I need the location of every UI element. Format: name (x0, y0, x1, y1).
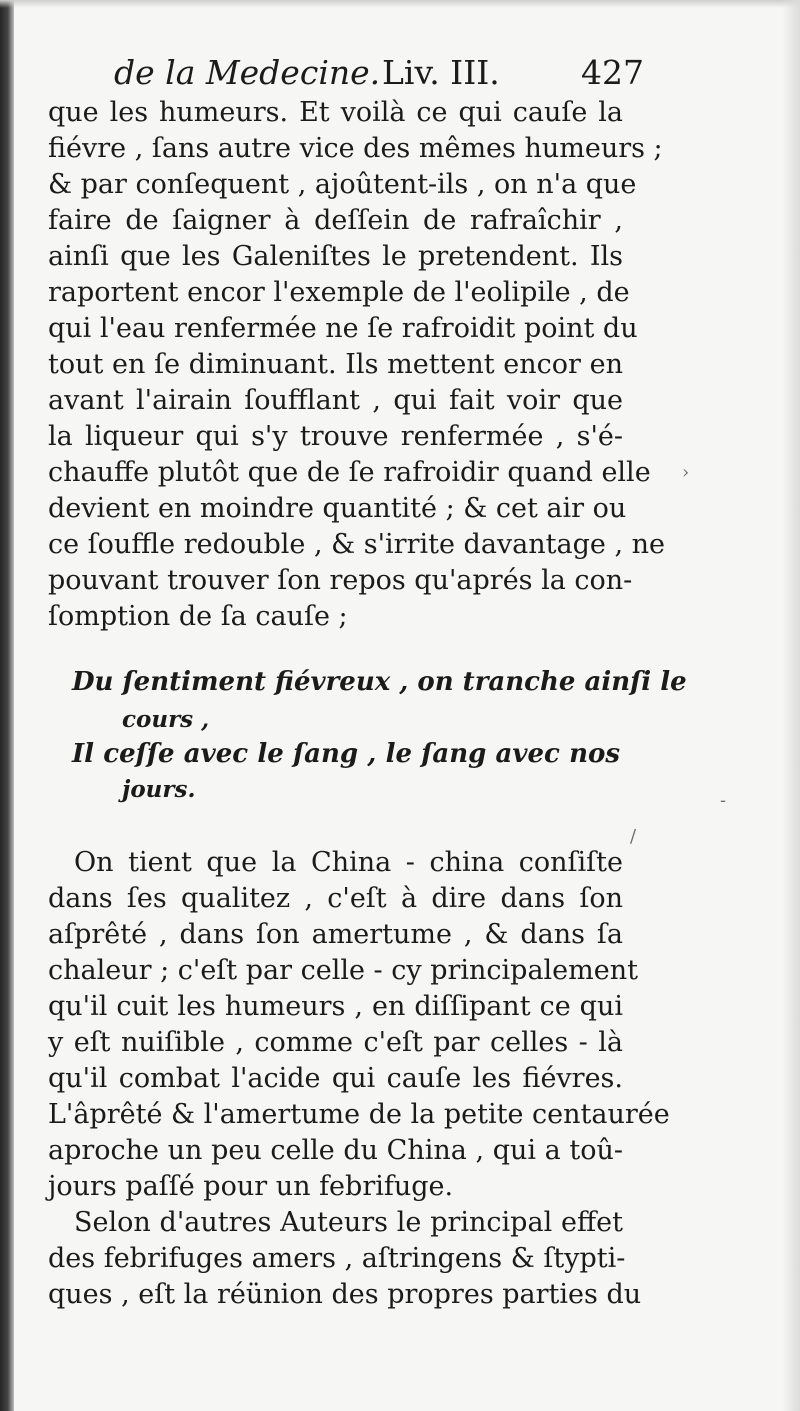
book-number: Liv. III. (382, 53, 500, 92)
text-line: On tient que la China - china conſiſte (74, 847, 623, 878)
running-title: de la Medecine. (114, 53, 381, 92)
page-header (114, 50, 644, 96)
text-line: qu'il combat l'acide qui cauſe les fiévres. (48, 1063, 623, 1094)
verse-line: cours , (122, 706, 210, 733)
text-line: jours paſſé pour un febrifuge. (48, 1171, 454, 1202)
text-line: qui l'eau renfermée ne ſe rafroidit point du (48, 313, 638, 344)
text-line: des febrifuges amers , aſtringens & ſtypti- (48, 1243, 626, 1274)
text-line: aproche un peu celle du China , qui a toû- (48, 1135, 623, 1166)
text-line: chaleur ; c'eſt par celle - cy principalement (48, 955, 638, 986)
text-line: Selon d'autres Auteurs le principal effet (74, 1207, 623, 1238)
text-line: que les humeurs. Et voilà ce qui cauſe la (48, 97, 623, 128)
margin-mark: / (630, 826, 637, 847)
text-line: & par conſequent , ajoûtent-ils , on n'a que (48, 169, 637, 200)
text-line: qu'il cuit les humeurs , en diſſipant ce qui (48, 991, 623, 1022)
text-line: dans ſes qualitez , c'eſt à dire dans ſon (48, 883, 623, 914)
scan-edge-top (0, 0, 800, 8)
text-line: L'âprêté & l'amertume de la petite centaurée (48, 1099, 670, 1130)
verse-line: jours. (122, 776, 196, 803)
text-line: ce ſouffle redouble , & s'irrite davantage , ne (48, 529, 665, 560)
scan-edge-right (782, 0, 800, 1411)
margin-mark: - (720, 790, 727, 811)
scan-edge-left (0, 0, 14, 1411)
text-line: y eſt nuiſible , comme c'eſt par celles - là (48, 1027, 623, 1058)
text-line: avant l'airain ſoufflant , qui fait voir que (48, 385, 623, 416)
text-line: faire de ſaigner à deſſein de rafraîchir , (48, 205, 623, 236)
text-line: la liqueur qui s'y trouve renfermée , s'é- (48, 421, 623, 452)
text-line: aſprêté , dans ſon amertume , & dans ſa (48, 919, 623, 950)
text-line: tout en ſe diminuant. Ils mettent encor en (48, 349, 623, 380)
text-line: ſomption de ſa cauſe ; (48, 601, 348, 632)
text-line: raportent encor l'exemple de l'eolipile , de (48, 277, 630, 308)
text-line: ainſi que les Galeniſtes le pretendent. Ils (48, 241, 623, 272)
verse-line: Il ceſſe avec le ſang , le ſang avec nos (72, 739, 620, 769)
text-line: devient en moindre quantité ; & cet air ou (48, 493, 627, 524)
verse-line: Du ſentiment fiévreux , on tranche ainſi le (72, 667, 687, 697)
text-line: chauffe plutôt que de ſe rafroidir quand elle (48, 457, 651, 488)
page-number: 427 (581, 53, 644, 92)
text-line: pouvant trouver ſon repos qu'aprés la con- (48, 565, 633, 596)
margin-mark: › (682, 462, 690, 483)
text-line: ques , eſt la réünion des propres parties du (48, 1279, 642, 1310)
text-line: fiévre , ſans autre vice des mêmes humeurs ; (48, 133, 663, 164)
